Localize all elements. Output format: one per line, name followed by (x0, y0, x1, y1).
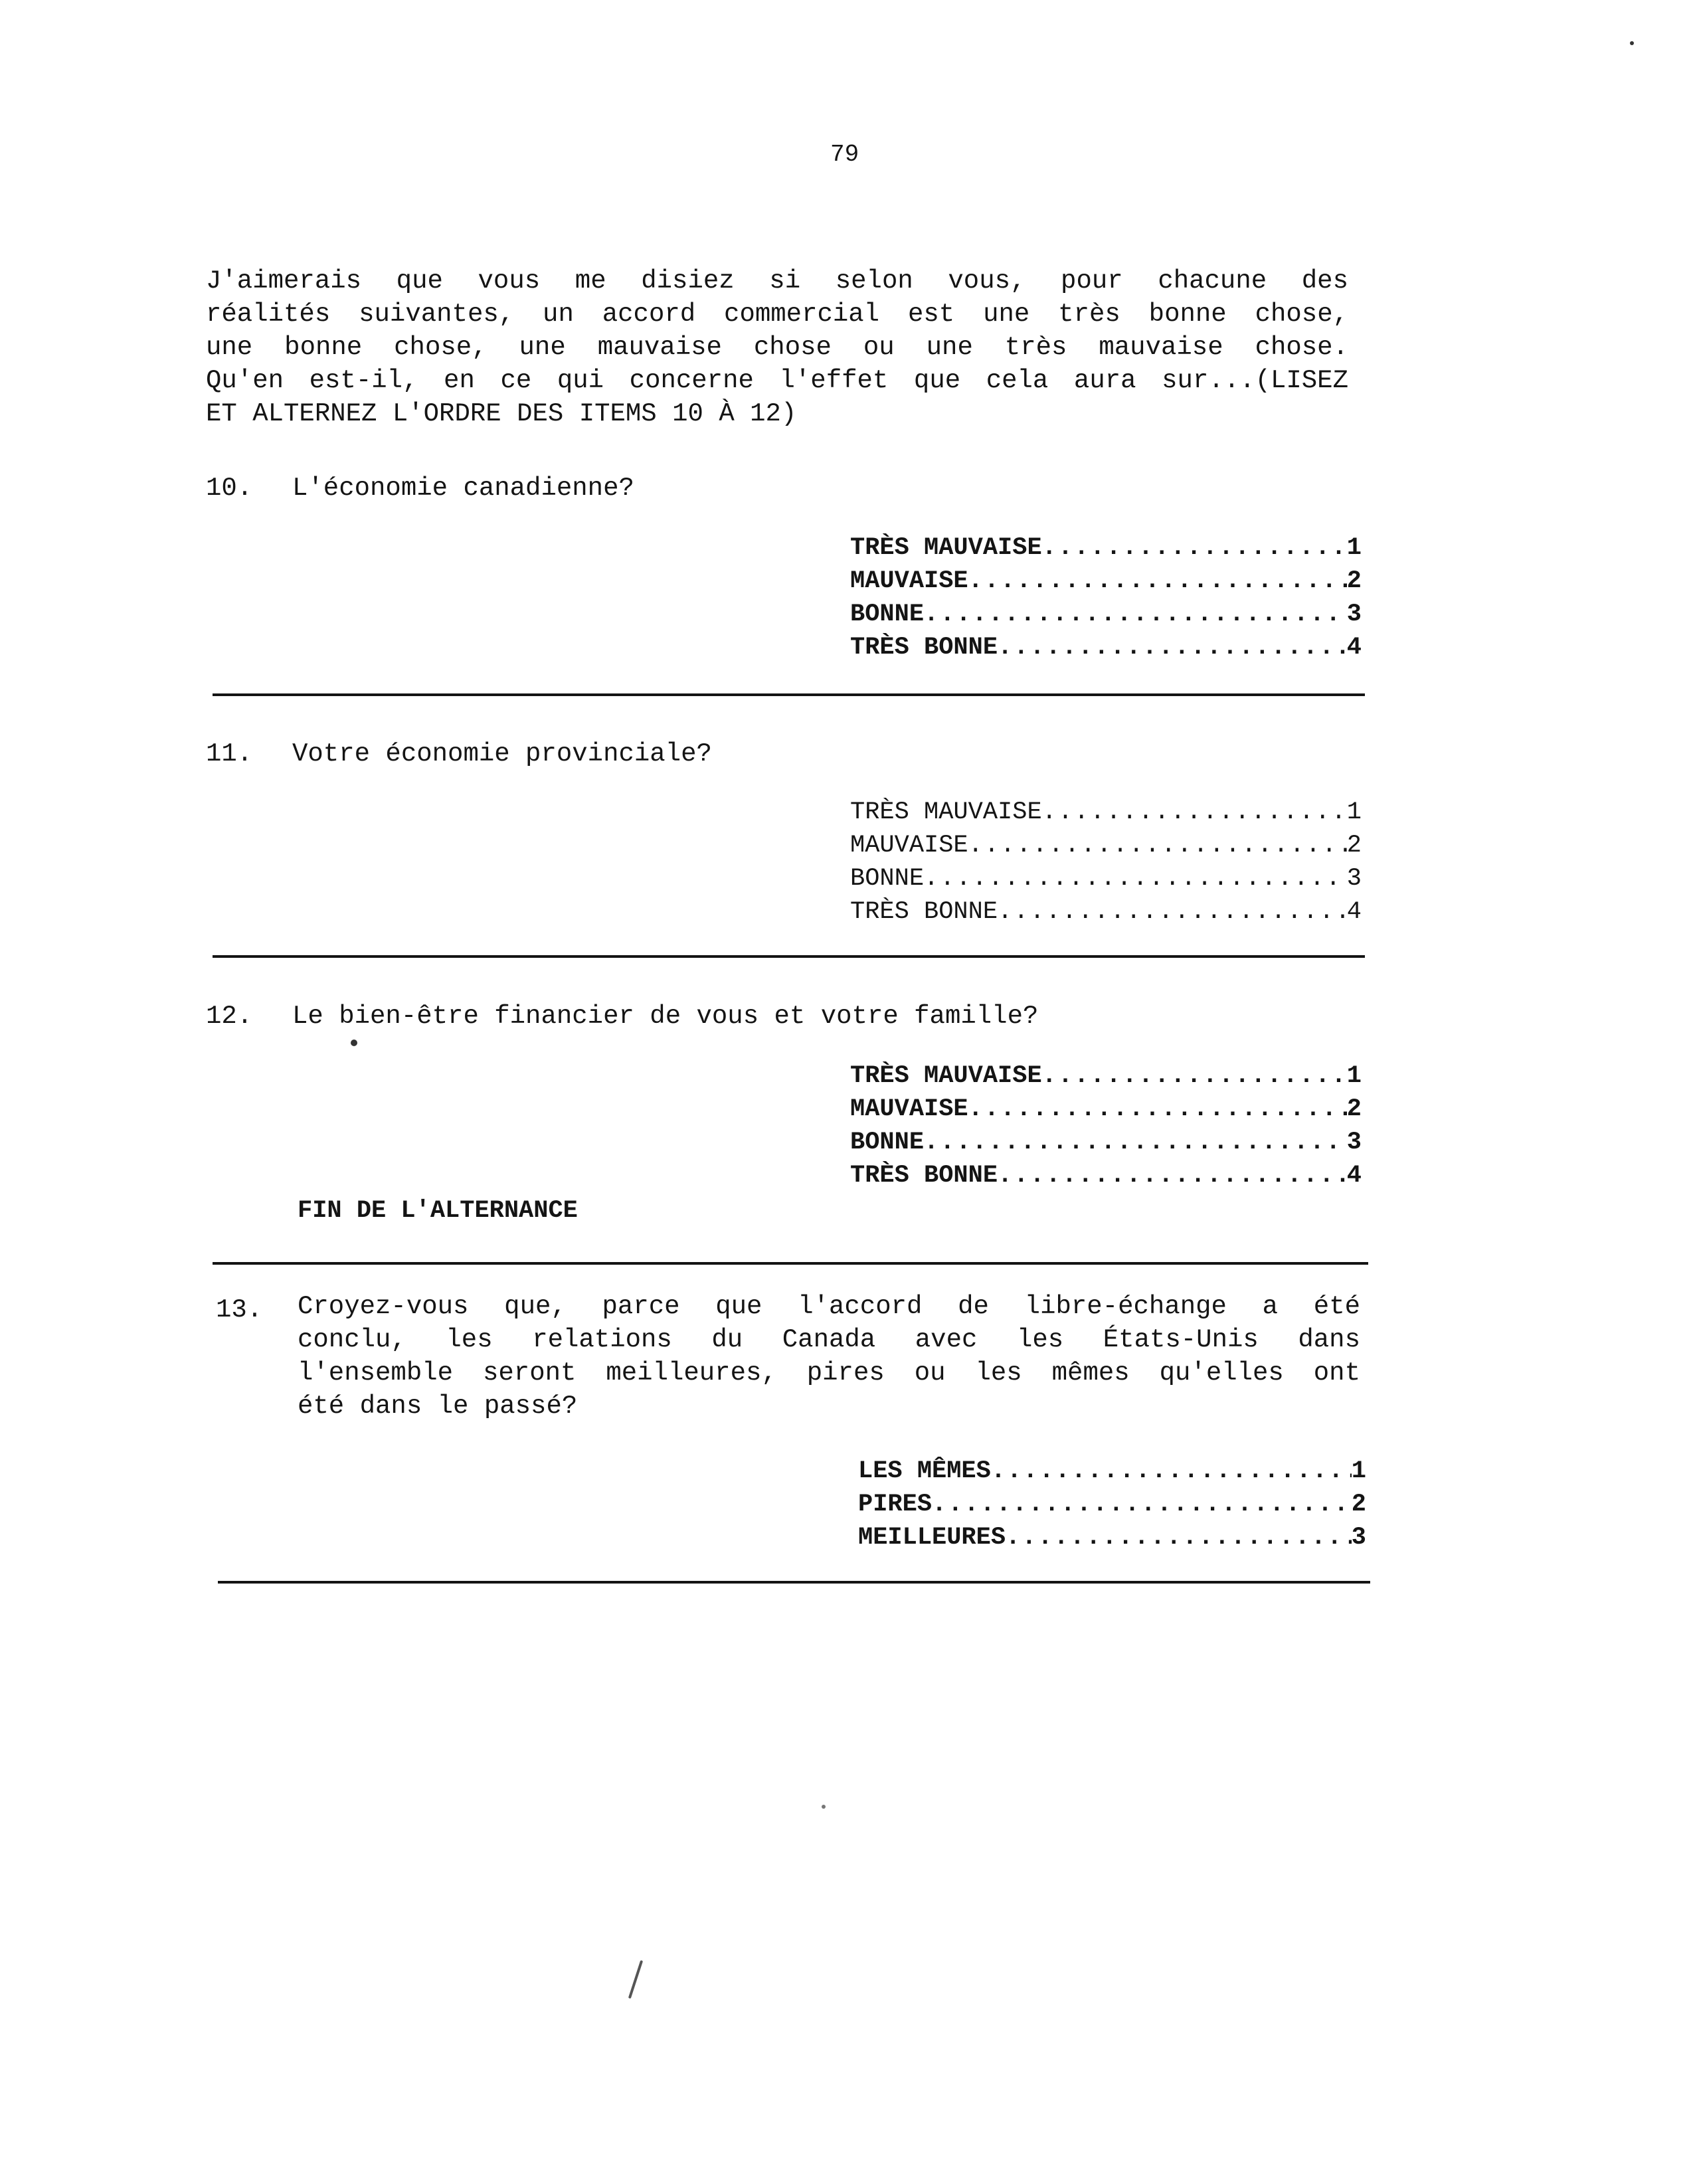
page-number: 79 (830, 141, 859, 168)
leader-dots (968, 829, 1347, 862)
option-code: 2 (1346, 1095, 1362, 1123)
question-10 (206, 472, 634, 505)
option-code: 4 (1346, 634, 1362, 662)
question-text: Votre économie provinciale? (292, 739, 712, 769)
option-label: TRÈS MAUVAISE (850, 798, 1042, 826)
answer-option (850, 829, 1362, 862)
scan-speck (351, 1040, 357, 1046)
answer-option (850, 1159, 1362, 1192)
leader-dots (998, 895, 1347, 929)
leader-dots (932, 1488, 1352, 1521)
answer-options-q10 (850, 531, 1362, 664)
intro-paragraph (206, 264, 1348, 430)
option-label: MAUVAISE (850, 567, 968, 595)
intro-line: Qu'en est-il, en ce qui concerne l'effet que cela aura sur...(LISEZ (206, 366, 1348, 395)
option-label: BONNE (850, 865, 925, 893)
answer-options-q11 (850, 796, 1362, 929)
option-label: TRÈS BONNE (850, 898, 998, 926)
answer-option (850, 796, 1362, 829)
option-code: 3 (1346, 865, 1362, 893)
option-label: TRÈS MAUVAISE (850, 534, 1042, 562)
question-number: 13. (216, 1295, 263, 1324)
option-code: 1 (1346, 1062, 1362, 1090)
option-code: 1 (1351, 1457, 1366, 1485)
question-text-line: été dans le passé? (298, 1392, 578, 1421)
leader-dots (1042, 531, 1347, 565)
question-11 (206, 737, 712, 771)
leader-dots (924, 862, 1347, 895)
option-label: TRÈS BONNE (850, 1162, 998, 1190)
question-text-line: conclu, les relations du Canada avec les États-Unis dans (298, 1325, 1360, 1354)
answer-option (850, 531, 1362, 565)
leader-dots (1042, 1059, 1347, 1093)
option-label: BONNE (850, 600, 925, 628)
question-text-line: l'ensemble seront meilleures, pires ou les mêmes qu'elles ont (298, 1358, 1360, 1388)
option-code: 2 (1346, 832, 1362, 860)
option-label: TRÈS MAUVAISE (850, 1062, 1042, 1090)
answer-option (858, 1521, 1366, 1554)
answer-option (850, 862, 1362, 895)
question-number: 11. (206, 739, 253, 769)
scan-speck (628, 1960, 643, 1999)
answer-option (850, 598, 1362, 631)
answer-option (850, 1126, 1362, 1159)
answer-option (850, 1059, 1362, 1093)
option-code: 4 (1346, 898, 1362, 926)
option-label: PIRES (858, 1491, 933, 1518)
option-code: 2 (1346, 567, 1362, 595)
section-divider (218, 1581, 1370, 1584)
answer-option (850, 631, 1362, 664)
leader-dots (991, 1455, 1352, 1488)
option-code: 1 (1346, 798, 1362, 826)
leader-dots (968, 1093, 1347, 1126)
option-label: MEILLEURES (858, 1524, 1006, 1552)
leader-dots (998, 1159, 1347, 1192)
answer-option (858, 1455, 1366, 1488)
option-label: MAUVAISE (850, 832, 968, 860)
leader-dots (1042, 796, 1347, 829)
answer-option (850, 895, 1362, 929)
section-divider (213, 955, 1365, 958)
leader-dots (924, 598, 1347, 631)
question-text: L'économie canadienne? (292, 474, 634, 503)
intro-line: réalités suivantes, un accord commercial est une très bonne chose, (206, 300, 1348, 329)
option-label: MAUVAISE (850, 1095, 968, 1123)
option-code: 3 (1346, 1129, 1362, 1156)
leader-dots (1006, 1521, 1352, 1554)
answer-option (850, 565, 1362, 598)
answer-options-q13 (858, 1455, 1366, 1554)
question-number: 12. (206, 1002, 253, 1031)
scan-speck (822, 1805, 826, 1809)
leader-dots (998, 631, 1347, 664)
intro-line: ET ALTERNEZ L'ORDRE DES ITEMS 10 À 12) (206, 399, 797, 428)
option-label: LES MÊMES (858, 1457, 991, 1485)
question-number: 10. (206, 474, 253, 503)
answer-option (858, 1488, 1366, 1521)
end-of-rotation-note: FIN DE L'ALTERNANCE (298, 1197, 578, 1225)
scan-speck (1630, 41, 1634, 45)
leader-dots (924, 1126, 1347, 1159)
option-label: TRÈS BONNE (850, 634, 998, 662)
option-code: 1 (1346, 534, 1362, 562)
question-12 (206, 1000, 1038, 1033)
option-code: 4 (1346, 1162, 1362, 1190)
section-divider (213, 1262, 1368, 1265)
question-text-line: Croyez-vous que, parce que l'accord de libre-échange a été (298, 1292, 1360, 1321)
question-text: Le bien-être financier de vous et votre famille? (292, 1002, 1039, 1031)
leader-dots (968, 565, 1347, 598)
question-13-text (298, 1290, 1360, 1423)
option-code: 2 (1351, 1491, 1366, 1518)
intro-line: une bonne chose, une mauvaise chose ou une très mauvaise chose. (206, 333, 1348, 362)
answer-option (850, 1093, 1362, 1126)
option-code: 3 (1351, 1524, 1366, 1552)
option-code: 3 (1346, 600, 1362, 628)
intro-line: J'aimerais que vous me disiez si selon vous, pour chacune des (206, 266, 1348, 296)
section-divider (213, 693, 1365, 696)
option-label: BONNE (850, 1129, 925, 1156)
answer-options-q12 (850, 1059, 1362, 1192)
